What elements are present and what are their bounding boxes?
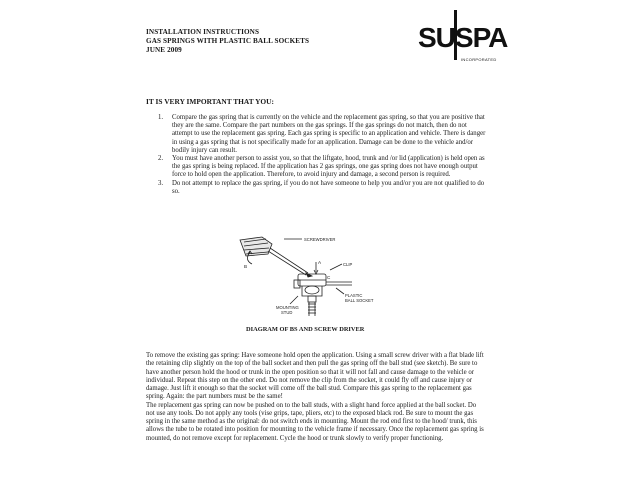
removal-instructions	[146, 352, 486, 443]
label-stud: STUD	[281, 310, 293, 315]
label-mounting: MOUNTING	[276, 305, 299, 310]
list-item	[158, 155, 488, 180]
list-item-text: You must have another person to assist you, so that the liftgate, hood, trunk and /or lid (application) is held open as the gas spring is being replaced. If the application has 2 gas springs, one gas spring does not have enough output force to hold open the application. Therefore, to avoid injury and damage, a second person is required.	[172, 155, 485, 179]
important-heading: IT IS VERY IMPORTANT THAT YOU:	[146, 97, 274, 106]
label-b: B	[244, 264, 248, 269]
list-item-number: 1.	[158, 114, 164, 121]
list-item-text: Compare the gas spring that is currently on the vehicle and the replacement gas spring, so that you are positive that they are the same. Compare the part numbers on the gas springs. If the gas springs do not match, then do not attempt to use the replacement gas spring. Each gas spring is specific to an application and vehicle. There is danger in using a gas spring that is not specifically made for an application. Damage can be done to the vehicle and/or bodily injury can result.	[172, 114, 486, 154]
list-item	[158, 180, 488, 196]
paragraph-removal: To remove the existing gas spring: Have someone hold open the application. Using a small screw driver with a flat blade lift the retaining clip slightly on the top of the ball socket and then pull the gas spring off the ball stud (see sketch). Be sure to have another person hold the hood or trunk in the open position so that it will not fall and cause damage to the vehicle or individual. Repeat this step on the other end. Do not remove the clip from the socket, it could fly off and cause injury or damage. Just lift it enough so that the socket will come off the ball stud. Compare this gas spring to the replacement gas spring. Again: the part numbers must be the same!	[146, 352, 484, 401]
list-item-number: 3.	[158, 179, 164, 187]
logo-subtitle: INCORPORATED	[461, 57, 497, 62]
header-date: JUNE 2009	[146, 46, 182, 54]
label-plastic: PLASTIC	[345, 293, 363, 298]
list-item	[158, 114, 488, 155]
list-item-number: 2.	[158, 155, 164, 163]
instruction-list	[158, 114, 488, 196]
ball-socket-diagram	[232, 230, 402, 325]
screwdriver-illustration	[240, 237, 312, 277]
logo-brand: SUSPA	[418, 22, 508, 53]
label-c: C	[327, 275, 331, 280]
paragraph-replacement: The replacement gas spring can now be pushed on to the ball studs, with a slight hand force applied at the ball socket. Do not use any tools. Do not apply any tools (vise grips, tape, pliers, etc) to the exposed black rod. Be sure to mount the gas spring in the same method as the original: do not switch ends in mounting. Mount the rod end first to the hood/ trunk, this allows the tube to be rotated into position for mounting to the vehicle frame if necessary. Once the replacement gas spring is mounted, do not remove except for replacement. Cycle the hood or trunk slowly to verify proper functioning.	[146, 401, 484, 442]
list-item-text: Do not attempt to replace the gas spring, if you do not have someone to help you and/or you are not qualified to do so.	[172, 179, 485, 195]
diagram-caption: DIAGRAM OF BS AND SCREW DRIVER	[246, 326, 365, 333]
document-header	[146, 28, 309, 55]
label-a: A	[318, 260, 322, 265]
label-ball-socket: BALL SOCKET	[345, 298, 374, 303]
label-screwdriver: SCREWDRIVER	[304, 237, 336, 242]
label-clip: CLIP	[343, 262, 353, 267]
header-title: INSTALLATION INSTRUCTIONS	[146, 28, 260, 36]
suspa-logo	[418, 10, 508, 62]
header-subtitle: GAS SPRINGS WITH PLASTIC BALL SOCKETS	[146, 37, 310, 45]
